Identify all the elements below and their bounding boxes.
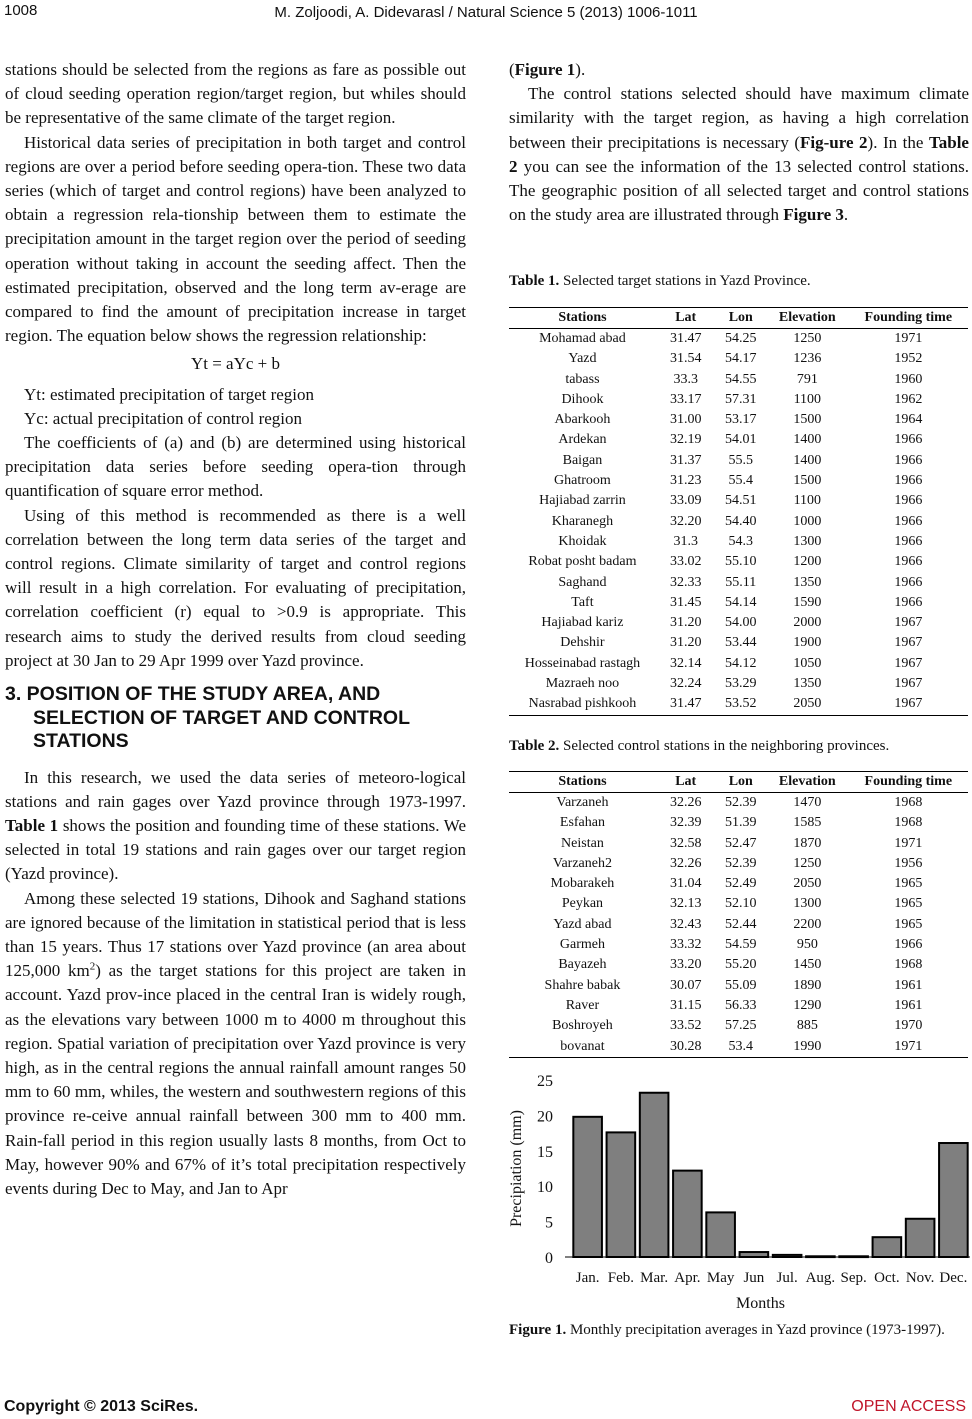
table-cell: 55.10 [725,554,757,570]
table-cell: 1990 [766,1037,849,1058]
table-cell: 1966 [894,513,923,529]
y-tick-label: 5 [545,1214,553,1232]
table-cell: Boshroyeh [552,1018,613,1034]
bar [673,1171,702,1257]
table-cell: Kharanegh [551,513,614,529]
table-cell: 31.20 [669,615,702,631]
table-cell: 1590 [793,594,822,610]
table-cell: 31.54 [669,351,702,367]
y-tick-label: 20 [537,1108,553,1126]
figure-reference[interactable]: Fig-ure 2 [800,132,868,152]
table-cell: 54.40 [725,513,757,529]
table-cell: Mohamad abad [539,331,626,346]
open-access-label: OPEN ACCESS [851,1398,966,1415]
table-cell: 54.12 [725,655,757,671]
table-cell: 1970 [894,1018,923,1034]
table-cell: 57.25 [725,1018,757,1034]
y-tick-label: 25 [537,1073,553,1090]
bar [773,1255,802,1257]
table-cell: 33.02 [669,554,702,570]
caption-text: Selected control stations in the neighboring provinces. [563,738,890,754]
text: ( [509,60,515,79]
table-cell: 32.20 [669,513,702,529]
table-header-row [509,308,968,329]
table-cell: 1500 [793,473,822,489]
table-row [509,915,968,935]
table-cell: 1964 [894,412,923,428]
figure1-caption [509,1320,969,1341]
table-cell: 31.04 [669,876,702,892]
table-cell: bovanat [509,1037,656,1058]
left-column [5,58,466,1201]
table-cell: 31.23 [669,473,702,489]
right-column [509,58,969,227]
table-cell: Hosseinabad rastagh [524,655,641,671]
table-cell: 1585 [793,815,822,831]
paragraph [509,58,969,82]
table-cell: 1967 [894,676,923,692]
text: ). In the [867,132,924,152]
table-cell: 55.11 [725,574,757,590]
caption-label: Figure 1. [509,1322,567,1338]
page-number: 1008 [4,2,38,19]
table-cell: 1952 [894,351,923,367]
table-cell: 33.09 [669,493,702,509]
table-cell: 1965 [894,916,923,932]
x-tick-label: Jun [743,1270,765,1286]
table-cell: 1966 [894,493,923,509]
table-cell: 56.33 [725,997,757,1013]
table-cell: Robat posht badam [528,554,637,570]
table-cell: 55.4 [728,473,754,489]
table-cell: 33.32 [669,937,702,953]
text: shows the position and founding time of these stations. We selected in total 19 stations and rain gages over our target region (Yazd province). [5,815,467,884]
table-cell: 1966 [894,937,923,953]
section-heading: 3. POSITION OF THE STUDY AREA, AND SELECTION OF TARGET AND CONTROL STATIONS [5,683,410,753]
table-cell: 1960 [894,371,923,387]
table-row [509,370,968,390]
definition-yt: Yt: estimated precipitation of target region [24,384,315,404]
table-cell: 54.55 [725,371,757,387]
table-cell: Bayazeh [558,957,607,973]
table-cell: 1350 [793,676,822,692]
table-cell: 32.26 [669,795,702,810]
column-header: Lat [656,308,716,329]
table-cell: Varzaneh [556,795,609,810]
table-row [509,935,968,955]
table-cell: 55.5 [728,452,754,468]
table-cell: 1966 [894,554,923,570]
column-header: Founding time [849,308,968,329]
x-tick-label: Jul. [776,1270,798,1286]
table-cell: 31.47 [669,331,702,346]
table-cell: 53.29 [725,676,757,692]
table-header-row [509,772,968,793]
x-tick-label: Feb. [607,1270,634,1286]
bar [839,1256,868,1257]
table-cell: 885 [796,1018,818,1034]
table-cell: 32.14 [669,655,702,671]
table-cell: Neistan [561,835,604,851]
table-cell: 1961 [894,997,923,1013]
table-cell: Peykan [561,896,604,912]
text: The control stations selected should have maximum climate similarity with the target region, as having a high correlation between their precipitations is necessary ( [509,84,969,152]
table-cell: 55.20 [725,957,757,973]
table-cell: Varzaneh2 [552,855,612,871]
table-row [509,512,968,532]
running-title: M. Zoljoodi, A. Didevarasl / Natural Science 5 (2013) 1006-1011 [274,4,698,21]
table-cell: 1000 [793,513,822,529]
bar [806,1256,835,1257]
table-cell: 1966 [894,473,923,489]
bar [740,1252,769,1257]
bar [939,1143,968,1257]
table-cell: 1200 [793,554,822,570]
table-cell: 53.17 [725,412,757,428]
table-cell: 1890 [793,977,822,993]
table-cell: 1971 [894,331,923,346]
table-cell: 1870 [793,835,822,851]
table-cell: 1400 [793,432,822,448]
table-row [509,532,968,552]
table-cell: 32.58 [669,835,702,851]
table-cell: 54.01 [725,432,757,448]
superscript: 2 [89,960,96,973]
table-cell: 1971 [849,1037,968,1058]
table-cell: 1965 [894,876,923,892]
table-row [509,1016,968,1036]
column-header: Stations [509,308,656,329]
table-cell: 1470 [793,795,822,810]
column-header: Lat [656,772,716,793]
table-cell: 1968 [894,815,923,831]
table-cell: Garmeh [559,937,605,953]
table-cell: 1100 [793,493,822,509]
y-tick-label: 15 [537,1143,553,1161]
table-cell: 1966 [894,574,923,590]
table-reference[interactable]: Table 1 [5,815,59,835]
table-cell: 30.07 [669,977,702,993]
table-cell: 31.47 [656,694,716,715]
table-cell: Raver [565,997,600,1013]
column-header: Elevation [766,308,849,329]
paragraph [509,82,969,227]
text: ) as the target stations for this project are taken in account. Yazd prov-ince placed in the central Iran is widely rough, as the elevations vary between 1000 m to 4000 m throughout this region. Spatial variation of precipitation over Yazd province is very high, as in the central regions the annual rainfall amount ranges 50 mm to 60 mm, whiles, the western and southwestern regions of this province re-ceive annual rainfall between 300 mm to 400 mm. Rain-fall period in this region usually lasts 8 months, from Oct to May, however 90% and 67% of it’s total precipitation respectively events during Dec to May, and Jan to Apr [5,961,466,1199]
table-cell: 54.14 [725,594,757,610]
table1 [509,307,968,716]
table-row [509,694,968,715]
table-cell: 1971 [894,835,923,851]
table-cell: 1968 [894,795,923,810]
table-row [509,793,968,814]
table-cell: 1967 [849,694,968,715]
table-cell: 1900 [793,635,822,651]
table-cell: 30.28 [656,1037,716,1058]
paragraph [5,887,466,1202]
table-cell: 52.39 [725,855,757,871]
caption-label: Table 2. [509,738,560,754]
x-tick-label: Oct. [874,1270,900,1286]
table-cell: 1350 [793,574,822,590]
table-cell: 54.17 [725,351,757,367]
table-cell: 1450 [793,957,822,973]
table-cell: tabass [565,371,600,387]
table-cell: 54.25 [725,331,757,346]
table-row [509,1037,968,1058]
table-cell: 2050 [766,694,849,715]
table-cell: Dihook [561,391,604,407]
table-cell: 32.13 [669,896,702,912]
table-row [509,996,968,1016]
table-cell: 32.24 [669,676,702,692]
column-header: Elevation [766,772,849,793]
table-cell: 31.20 [669,635,702,651]
table-cell: Taft [571,594,594,610]
table-cell: 2200 [793,916,822,932]
table-cell: 1400 [793,452,822,468]
table-cell: 31.45 [669,594,702,610]
bar [607,1132,636,1257]
table-cell: Mobarakeh [550,876,615,892]
table-cell: 54.59 [725,937,757,953]
table-cell: 1966 [894,533,923,549]
table-row [509,813,968,833]
y-tick-label: 10 [537,1179,553,1197]
table-cell: 33.52 [669,1018,702,1034]
table-cell: Ghatroom [554,473,611,489]
table-cell: 54.00 [725,615,757,631]
definition-yc: Yc: actual precipitation of control region [24,408,303,428]
table-cell: 1961 [894,977,923,993]
table-cell: 1100 [793,391,822,407]
bar [706,1212,735,1257]
table-row [509,854,968,874]
table-cell: Baigan [562,452,603,468]
table-cell: 1236 [793,351,822,367]
table-cell: 32.19 [669,432,702,448]
table-cell: 1966 [894,432,923,448]
table-cell: Esfahan [559,815,605,831]
table-cell: 1300 [793,896,822,912]
table-row [509,430,968,450]
table-cell: 31.15 [669,997,702,1013]
bar [873,1237,902,1257]
y-tick-label: 0 [545,1250,553,1267]
table-cell: 52.39 [725,795,757,810]
text: Among these selected 19 stations, Dihook and Saghand stations are ignored because of the limitation in statistical period that is less than 15 years. Thus 17 stations over Yazd province (an area about 125,000 km [5,888,466,981]
table-row [509,613,968,633]
table-cell: 1966 [894,452,923,468]
paragraph: Historical data series of precipitation in both target and control regions are over a period before seeding opera-tion. These two data series (which of target and control regions) have been analyzed to obtain a regression rela-tionship between them to estimate the precipitation amount in the target region over the period of seeding operation without taking in account the seeding affect. Then the estimated precipitation, observed and the long term av-erage are compared to find the amount of precipitation increase in target region. The equation below shows the regression relationship: [5,132,466,346]
table-cell: 52.10 [725,896,757,912]
x-tick-label: May [706,1270,735,1286]
table2-caption [509,738,889,755]
table-row [509,894,968,914]
x-axis-label: Months [736,1295,785,1312]
caption-text: Selected target stations in Yazd Province. [563,273,811,289]
table-cell: 1966 [894,594,923,610]
table-row [509,349,968,369]
table-row [509,410,968,430]
caption-label: Table 1. [509,273,560,289]
paragraph: Using of this method is recommended as there is a well correlation between the long term data series of the target and control regions. Climate similarity of target and control regions will result in a high correlation. For evaluating of precipitation, correlation coefficient (r) equal to >0.9 is appropriate. This research aims to study the derived results from cloud seeding project at 30 Jan to 29 Apr 1999 over Yazd province. [5,505,466,670]
table-cell: 57.31 [725,391,757,407]
column-header: Lon [716,772,766,793]
table-cell: 33.17 [669,391,702,407]
table-cell: 31.37 [669,452,702,468]
table-cell: Abarkooh [554,412,611,428]
table-cell: Yazd abad [553,916,612,932]
table-cell: 1962 [894,391,923,407]
text: ). [575,60,586,79]
table-cell: Ardekan [558,432,607,448]
figure-reference[interactable]: Figure 1 [514,60,576,79]
paragraph: stations should be selected from the regions as fare as possible out of cloud seeding operation region/target region, but whiles should be representative of the same climate of the target region. [5,60,466,128]
bar [640,1093,669,1257]
table-row [509,874,968,894]
table-cell: 1965 [894,896,923,912]
table-row [509,390,968,410]
table-row [509,976,968,996]
table-cell: 1300 [793,533,822,549]
copyright: Copyright © 2013 SciRes. [4,1398,199,1415]
table-cell: 52.44 [725,916,757,932]
table-cell: 2000 [793,615,822,631]
table-cell: 51.39 [725,815,757,831]
table-row [509,471,968,491]
table-cell: 52.49 [725,876,757,892]
table-cell: 2050 [793,876,822,892]
bar [906,1219,935,1257]
table-row [509,834,968,854]
table-cell: Yazd [568,351,597,367]
table-cell: 1250 [793,855,822,871]
table-cell: 53.44 [725,635,757,651]
table-row [509,491,968,511]
table-cell: 32.26 [669,855,702,871]
table-row [509,674,968,694]
table-cell: 31.3 [673,533,698,549]
table-cell: 1968 [894,957,923,973]
table-cell: 1050 [793,655,822,671]
table-cell: 31.00 [669,412,702,428]
bar [573,1117,602,1257]
text: . [843,205,849,225]
table-cell: 55.09 [725,977,757,993]
y-axis-label: Precipiation (mm) [508,1110,525,1227]
table-reference[interactable]: Table 2 [509,132,969,176]
column-header: Founding time [849,772,968,793]
table-row [509,573,968,593]
table-cell: 950 [796,937,818,953]
table-cell: Nasrabad pishkooh [509,694,656,715]
table-cell: 791 [796,371,818,387]
column-header: Stations [509,772,656,793]
table-row [509,654,968,674]
table-cell: 1500 [793,412,822,428]
x-tick-label: Aug. [805,1270,836,1286]
figure-reference[interactable]: Figure 3 [783,205,844,225]
table-cell: Shahre babak [544,977,621,993]
table-row [509,451,968,471]
table-row [509,552,968,572]
table1-caption [509,273,811,290]
x-tick-label: Dec. [939,1270,968,1286]
x-tick-label: Mar. [640,1270,669,1286]
table-cell: 33.3 [673,371,698,387]
table-cell: Saghand [558,574,607,590]
table-row [509,633,968,653]
column-header: Lon [716,308,766,329]
paragraph [5,766,466,887]
table-cell: 54.51 [725,493,757,509]
table-cell: 53.52 [716,694,766,715]
table-cell: 52.47 [725,835,757,851]
table-row [509,593,968,613]
table-cell: 53.4 [716,1037,766,1058]
table-cell: 32.33 [669,574,702,590]
equation: Yt = aYc + b [190,354,281,374]
table-cell: 1967 [894,615,923,631]
table-cell: 1967 [894,635,923,651]
table-cell: Hajiabad zarrin [539,493,626,509]
x-tick-label: Nov. [905,1270,935,1286]
table-cell: 32.43 [669,916,702,932]
text: In this research, we used the data series of meteoro-logical stations and rain gages over Yazd province through 1973-1997. [5,767,466,811]
table-cell: Hajiabad kariz [541,615,624,631]
x-tick-label: Sep. [840,1270,867,1286]
x-tick-label: Apr. [674,1270,701,1286]
table-cell: 1250 [793,331,822,346]
table-cell: Mazraeh noo [545,676,620,692]
table-cell: 33.20 [669,957,702,973]
paragraph: The coefficients of (a) and (b) are determined using historical precipitation data series before seeding opera-tion through quantification of square error method. [5,433,466,501]
x-tick-label: Jan. [575,1270,600,1286]
table2 [509,771,968,1058]
table-cell: 1290 [793,997,822,1013]
table-cell: Khoidak [558,533,607,549]
table-row [509,329,968,350]
table-cell: 1956 [894,855,923,871]
table-cell: Dehshir [560,635,605,651]
table-cell: 32.39 [669,815,702,831]
text: you can see the information of the 13 selected control stations. The geographic position of all selected target and control stations on the study area are illustrated through [509,156,969,225]
table-cell: 54.3 [728,533,754,549]
precipitation-bar-chart [505,1064,971,1316]
table-cell: 1967 [894,655,923,671]
table-row [509,955,968,975]
caption-text: Monthly precipitation averages in Yazd province (1973-1997). [569,1322,945,1338]
